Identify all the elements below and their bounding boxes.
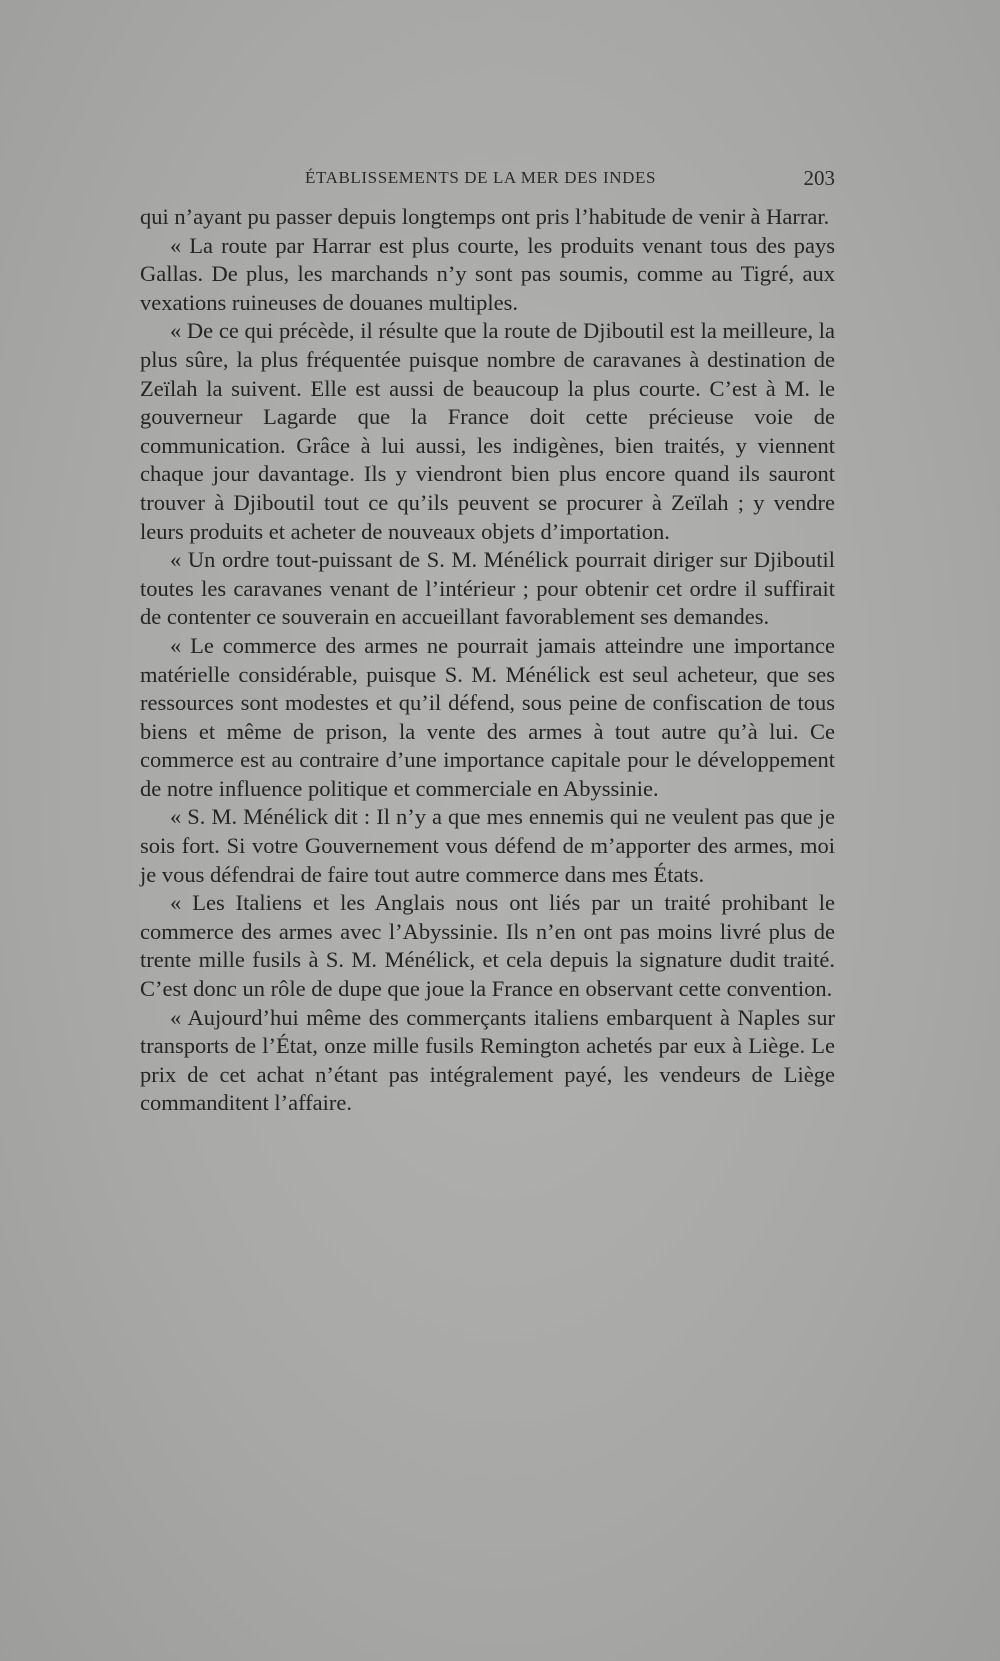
paragraph: « Le commerce des armes ne pourrait jamais atteindre une importance matérielle considérable, puisque S. M. Ménélick est seul acheteur, que ses ressources sont modestes et qu’il défend, sous peine de confiscation de tous biens et même de prison, la vente des armes à tout autre qu’à lui. Ce commerce est au contraire d’une importance capitale pour le développement de notre influence politique et commerciale en Abyssinie.	[140, 632, 835, 801]
paragraph: « La route par Harrar est plus courte, les produits venant tous des pays Gallas. De plus, les marchands n’y sont pas soumis, comme au Tigré, aux vexations ruineuses de douanes multiples.	[140, 232, 835, 315]
paragraph: « Un ordre tout-puissant de S. M. Ménélick pourrait diriger sur Djiboutil toutes les caravanes venant de l’intérieur ; pour obtenir cet ordre il suffirait de contenter ce souverain en accueillant favorablement ses demandes.	[140, 547, 835, 630]
page-number: 203	[803, 166, 835, 190]
paragraph: « Aujourd’hui même des commerçants italiens embarquent à Naples sur transports de l’État, onze mille fusils Remington achetés par eux à Liège. Le prix de cet achat n’étant pas intégralement payé, les vendeurs de Liège commanditent l’affaire.	[140, 1004, 835, 1116]
body-text	[140, 203, 835, 1118]
paragraph: « S. M. Ménélick dit : Il n’y a que mes ennemis qui ne veulent pas que je sois fort. Si votre Gouvernement vous défend de m’apporter des armes, moi je vous défendrai de faire tout autre commerce dans mes États.	[140, 804, 835, 887]
paragraph: « De ce qui précède, il résulte que la route de Djiboutil est la meilleure, la plus sûre, la plus fréquentée puisque nombre de caravanes à destination de Zeïlah la suivent. Elle est aussi de beaucoup la plus courte. C’est à M. le gouverneur Lagarde que la France doit cette précieuse voie de communication. Grâce à lui aussi, les indigènes, bien traités, y viennent chaque jour davantage. Ils y viendront bien plus encore quand ils sauront trouver à Djiboutil tout ce qu’ils peuvent se procurer à Zeïlah ; y vendre leurs produits et acheter de nouveaux objets d’importation.	[140, 318, 835, 544]
running-title: ÉTABLISSEMENTS DE LA MER DES INDES	[305, 168, 657, 187]
paragraph: « Les Italiens et les Anglais nous ont liés par un traité prohibant le commerce des armes avec l’Abyssinie. Ils n’en ont pas moins livré plus de trente mille fusils à S. M. Ménélick, et cela depuis la signature dudit traité. C’est donc un rôle de dupe que joue la France en observant cette convention.	[140, 890, 835, 1002]
paragraph: qui n’ayant pu passer depuis longtemps ont pris l’habitude de venir à Harrar.	[140, 204, 830, 229]
page-header	[140, 168, 835, 196]
